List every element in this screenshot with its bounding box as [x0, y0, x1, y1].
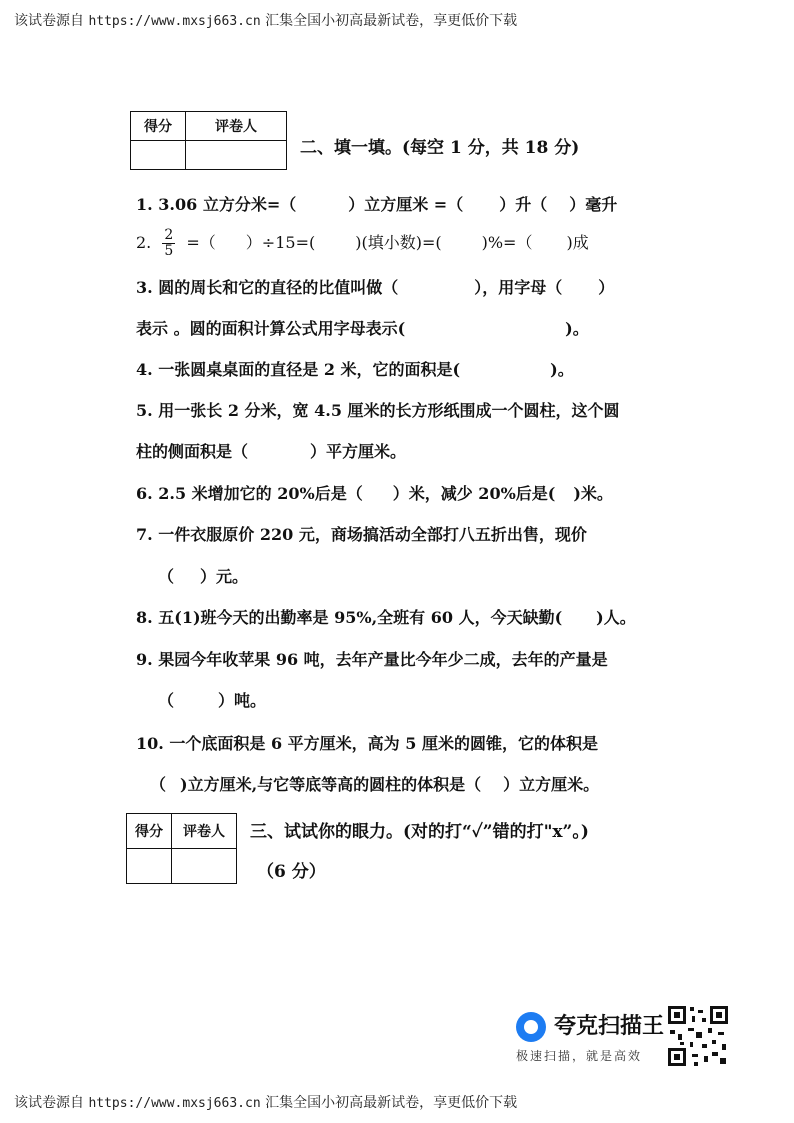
footer-suffix: 汇集全国小初高最新试卷，享更低价下载: [265, 1095, 518, 1111]
question-3: [136, 275, 614, 298]
question-2: [136, 228, 589, 259]
q10b-part-a: （: [150, 775, 167, 794]
q10b-part-c: ）立方厘米。: [503, 775, 600, 794]
q1-part-c: ）升（: [499, 195, 548, 214]
grader-cell: [186, 141, 287, 170]
header-suffix: 汇集全国小初高最新试卷，享更低价下载: [265, 13, 518, 29]
question-10-line-2: [150, 772, 599, 795]
q2-part-d: )%=（: [481, 233, 533, 252]
section3-title: 三、试试你的眼力。(对的打“✓”错的打"x”。): [250, 822, 589, 842]
question-6: [136, 481, 613, 504]
section2-title: 二、填一填。(每空 1 分，共 18 分): [300, 138, 580, 158]
q2-part-e: )成: [566, 233, 589, 252]
page-footer: [14, 1092, 517, 1112]
footer-prefix: 该试卷源自: [14, 1095, 84, 1111]
q2-part-a: =（: [186, 233, 216, 252]
q3-part-b: ），用字母（: [474, 278, 563, 297]
grader-label: 评卷人: [172, 814, 237, 849]
question-4: [136, 357, 574, 380]
logo-name: 夸克扫描王: [554, 1014, 665, 1039]
score-label: 得分: [127, 814, 172, 849]
q5b-part-a: 柱的侧面积是（: [136, 442, 249, 461]
question-8: [136, 605, 636, 628]
question-1: [136, 192, 617, 215]
q6-part-a: 6. 2.5 米增加它的 20%后是（: [136, 484, 363, 503]
q6-part-c: )米。: [573, 484, 613, 503]
question-9: 9. 果园今年收苹果 96 吨，去年产量比今年少二成，去年的产量是: [136, 650, 608, 669]
q1-part-a: 1. 3.06 立方分米=（: [136, 195, 297, 214]
score-cell: [131, 141, 186, 170]
q5b-part-b: ）平方厘米。: [310, 442, 407, 461]
q3b-part-a: 表示 。圆的面积计算公式用字母表示(: [136, 319, 406, 338]
grader-cell: [172, 849, 237, 884]
q4-part-b: )。: [550, 360, 574, 379]
question-9-line-2: [158, 688, 266, 711]
q8-part-b: )人。: [596, 608, 636, 627]
question-3-line-2: [136, 316, 589, 339]
q9b-part-a: （: [158, 691, 175, 710]
q3-part-c: ）: [598, 278, 615, 297]
q1-part-b: ）立方厘米 =（: [348, 195, 464, 214]
header-prefix: 该试卷源自: [14, 13, 84, 29]
q3-part-a: 3. 圆的周长和它的直径的比值叫做（: [136, 278, 399, 297]
q6-part-b: ）米，减少 20%后是(: [392, 484, 556, 503]
score-table-section3: [126, 813, 237, 884]
fraction-numerator: 2: [164, 227, 174, 243]
q7b-part-a: （: [158, 567, 175, 586]
section3-points: （6 分）: [257, 862, 326, 882]
q10b-part-b: )立方厘米,与它等底等高的圆柱的体积是（: [180, 775, 482, 794]
q2-part-b: ）÷15=(: [245, 233, 316, 252]
q4-part-a: 4. 一张圆桌桌面的直径是 2 米，它的面积是(: [136, 360, 461, 379]
q8-part-a: 8. 五(1)班今天的出勤率是 95%,全班有 60 人，今天缺勤(: [136, 608, 563, 627]
quark-logo-icon: [516, 1012, 546, 1042]
question-7: 7. 一件衣服原价 220 元，商场搞活动全部打八五折出售，现价: [136, 525, 587, 544]
page-header: [14, 10, 517, 30]
logo-slogan: 极速扫描，就是高效: [516, 1049, 643, 1063]
question-7-line-2: [158, 564, 248, 587]
question-5: 5. 用一张长 2 分米，宽 4.5 厘米的长方形纸围成一个圆柱，这个圆: [136, 401, 620, 420]
footer-url: https://www.mxsj663.cn: [88, 1096, 261, 1111]
q2-number: 2.: [136, 233, 152, 252]
q3b-part-b: )。: [565, 319, 589, 338]
q2-fraction: [162, 228, 175, 259]
question-10: 10. 一个底面积是 6 平方厘米，高为 5 厘米的圆锥，它的体积是: [136, 734, 598, 753]
q2-part-c: )(填小数)=(: [355, 233, 442, 252]
q1-part-d: ）毫升: [569, 195, 618, 214]
header-url: https://www.mxsj663.cn: [88, 14, 261, 29]
score-table-section2: [130, 111, 287, 170]
fraction-denominator: 5: [164, 243, 174, 259]
qr-code-icon: [666, 1004, 730, 1068]
score-cell: [127, 849, 172, 884]
question-5-line-2: [136, 439, 406, 462]
q9b-part-b: ）吨。: [218, 691, 267, 710]
score-label: 得分: [131, 112, 186, 141]
grader-label: 评卷人: [186, 112, 287, 141]
q7b-part-b: ）元。: [200, 567, 249, 586]
